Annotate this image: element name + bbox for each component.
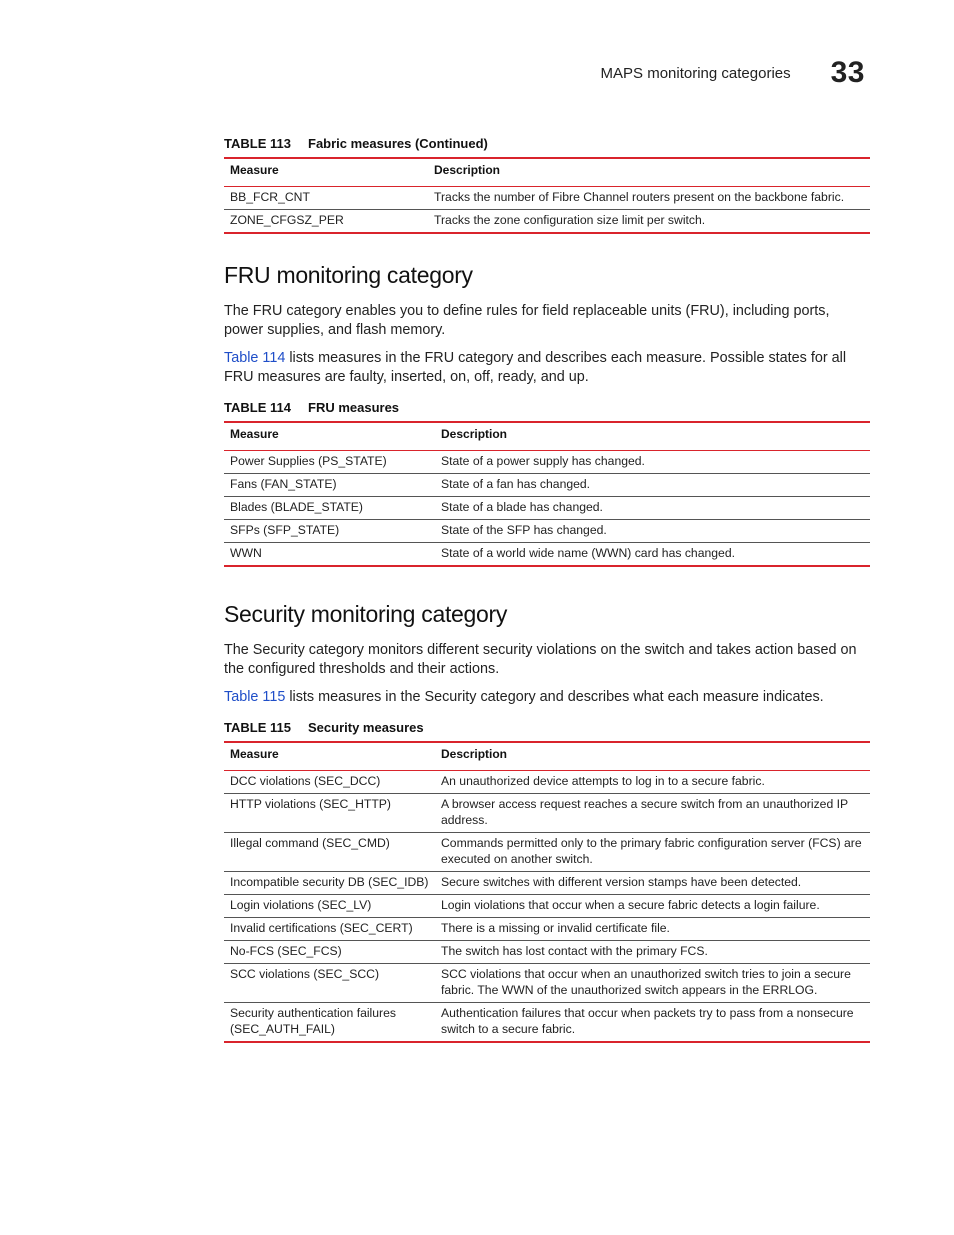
measure-cell: Incompatible security DB (SEC_IDB) <box>224 871 435 894</box>
table-row <box>224 963 870 1002</box>
description-cell: A browser access request reaches a secure switch from an unauthorized IP address. <box>435 793 870 832</box>
table-114 <box>224 421 870 567</box>
table-row <box>224 871 870 894</box>
table-115-body <box>224 770 870 1042</box>
table-113 <box>224 157 870 234</box>
chapter-number: 33 <box>830 56 865 89</box>
security-table-reference-text: lists measures in the Security category and describes what each measure indicates. <box>285 689 824 705</box>
description-cell: An unauthorized device attempts to log in to a secure fabric. <box>435 770 870 793</box>
security-paragraph: The Security category monitors different security violations on the switch and takes action based on the configured thresholds and their actions. <box>224 642 857 677</box>
description-cell: The switch has lost contact with the primary FCS. <box>435 940 870 963</box>
measure-cell: WWN <box>224 542 435 566</box>
description-cell: Secure switches with different version stamps have been detected. <box>435 871 870 894</box>
column-header: Measure <box>224 422 435 450</box>
fru-table-reference-text: lists measures in the FRU category and describes each measure. Possible states for all FRU measures are faulty, inserted, on, off, ready, and up. <box>224 350 847 385</box>
security-heading: Security monitoring category <box>224 601 508 627</box>
measure-cell: Login violations (SEC_LV) <box>224 894 435 917</box>
security-table-reference <box>224 688 870 707</box>
description-cell: State of a power supply has changed. <box>435 450 870 473</box>
table-row <box>224 450 870 473</box>
measure-cell: Invalid certifications (SEC_CERT) <box>224 917 435 940</box>
section-title: MAPS monitoring categories <box>600 64 791 82</box>
table-header-row <box>224 158 870 186</box>
column-header: Description <box>435 422 870 450</box>
table-label: TABLE 114 <box>224 400 291 415</box>
measure-cell: No-FCS (SEC_FCS) <box>224 940 435 963</box>
table-row <box>224 1002 870 1042</box>
table-row <box>224 832 870 871</box>
description-cell: Tracks the number of Fibre Channel routers present on the backbone fabric. <box>428 186 870 209</box>
table-114-link[interactable]: Table 114 <box>224 350 286 366</box>
table-113-body <box>224 186 870 233</box>
table-115-caption <box>224 720 424 735</box>
running-header <box>601 56 865 90</box>
table-114-body <box>224 450 870 566</box>
description-cell: State of a world wide name (WWN) card has changed. <box>435 542 870 566</box>
measure-cell: Power Supplies (PS_STATE) <box>224 450 435 473</box>
description-cell: State of a fan has changed. <box>435 473 870 496</box>
table-115 <box>224 741 870 1043</box>
table-row <box>224 186 870 209</box>
table-title: Fabric measures (Continued) <box>308 136 488 151</box>
description-cell: Tracks the zone configuration size limit per switch. <box>428 209 870 233</box>
table-header-row <box>224 742 870 770</box>
measure-cell: ZONE_CFGSZ_PER <box>224 209 428 233</box>
table-row <box>224 519 870 542</box>
table-row <box>224 940 870 963</box>
table-row <box>224 209 870 233</box>
column-header: Measure <box>224 158 428 186</box>
description-cell: Login violations that occur when a secure fabric detects a login failure. <box>435 894 870 917</box>
table-row <box>224 894 870 917</box>
measure-cell: BB_FCR_CNT <box>224 186 428 209</box>
table-title: Security measures <box>308 720 424 735</box>
description-cell: State of a blade has changed. <box>435 496 870 519</box>
measure-cell: SCC violations (SEC_SCC) <box>224 963 435 1002</box>
description-cell: SCC violations that occur when an unauthorized switch tries to join a secure fabric. The WWN of the unauthorized switch appears in the ERRLOG. <box>435 963 870 1002</box>
fru-table-reference <box>224 349 870 387</box>
column-header: Measure <box>224 742 435 770</box>
table-label: TABLE 115 <box>224 720 291 735</box>
description-cell: Commands permitted only to the primary fabric configuration server (FCS) are executed on another switch. <box>435 832 870 871</box>
table-113-caption <box>224 136 488 151</box>
measure-cell: Illegal command (SEC_CMD) <box>224 832 435 871</box>
column-header: Description <box>435 742 870 770</box>
table-label: TABLE 113 <box>224 136 291 151</box>
table-header-row <box>224 422 870 450</box>
fru-heading: FRU monitoring category <box>224 262 473 288</box>
table-row <box>224 917 870 940</box>
table-row <box>224 542 870 566</box>
measure-cell: Fans (FAN_STATE) <box>224 473 435 496</box>
table-115-link[interactable]: Table 115 <box>224 689 286 705</box>
table-row <box>224 496 870 519</box>
column-header: Description <box>428 158 870 186</box>
table-title: FRU measures <box>308 400 400 415</box>
description-cell: State of the SFP has changed. <box>435 519 870 542</box>
measure-cell: SFPs (SFP_STATE) <box>224 519 435 542</box>
table-row <box>224 793 870 832</box>
description-cell: There is a missing or invalid certificate file. <box>435 917 870 940</box>
measure-cell: DCC violations (SEC_DCC) <box>224 770 435 793</box>
description-cell: Authentication failures that occur when packets try to pass from a nonsecure switch to a secure fabric. <box>435 1002 870 1042</box>
measure-cell: HTTP violations (SEC_HTTP) <box>224 793 435 832</box>
table-row <box>224 770 870 793</box>
measure-cell: Security authentication failures (SEC_AUTH_FAIL) <box>224 1002 435 1042</box>
fru-paragraph: The FRU category enables you to define rules for field replaceable units (FRU), including ports, power supplies, and flash memory. <box>224 303 830 338</box>
table-row <box>224 473 870 496</box>
measure-cell: Blades (BLADE_STATE) <box>224 496 435 519</box>
table-114-caption <box>224 400 399 415</box>
